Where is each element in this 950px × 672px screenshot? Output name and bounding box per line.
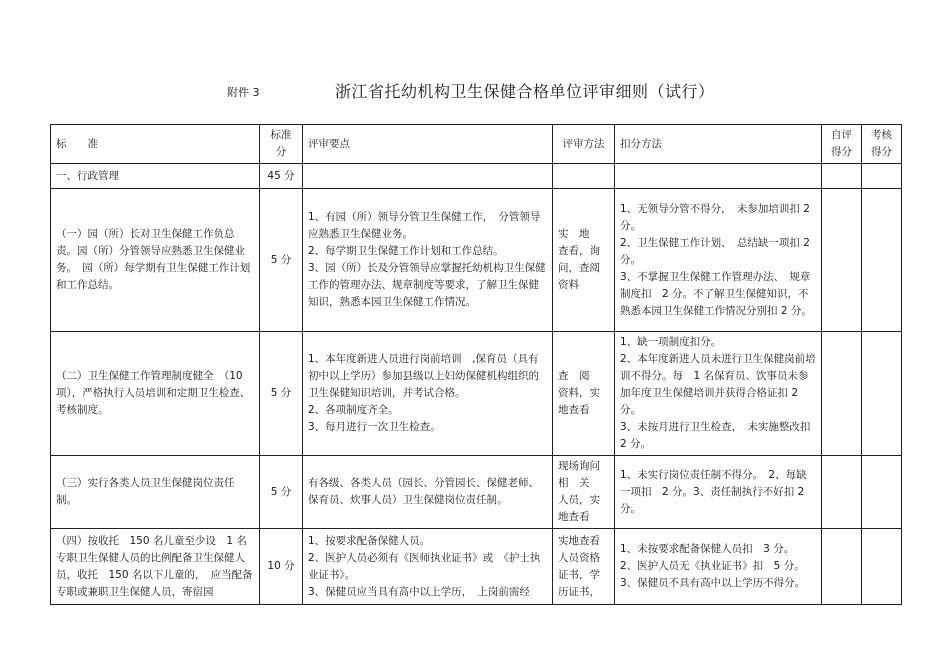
row-points: 1、按要求配备保健人员。 2、医护人员必须有《医师执业证书》或 《护士执业证书》。 3、保健员应当具有高中以上学历， 上岗前需经 (303, 529, 553, 605)
section-score: 45 分 (260, 164, 303, 189)
row-deduction: 1、缺一项制度扣分。 2、本年度新进人员未进行卫生保健岗前培训不得分。每 1 名保育员、饮事员未参加年度卫生保健培训并获得合格证扣 2 分。 3、未按月进行卫生检查， 未实施整改扣 2 分。 (615, 332, 822, 456)
row-standard: （一）园（所）长对卫生保健工作负总责。园（所）分管领导应熟悉卫生保健业务。 园（所）每学期有卫生保健工作计划和工作总结。 (51, 189, 260, 332)
col-method: 评审方法 (553, 125, 615, 164)
evaluation-table (50, 124, 902, 605)
row-method: 查 阅 资料，实地查看 (553, 332, 615, 456)
row-deduction: 1、未实行岗位责任制不得分。 2、每缺一项扣 2 分。3、责任制执行不好扣 2 分。 (615, 456, 822, 529)
row-points: 1、本年度新进人员进行岗前培训 ,保育员（具有初中以上学历）参加县级以上妇幼保健机构组织的卫生保健知识培训，并考试合格。 2、各项制度齐全。 3、每月进行一次卫生检查。 (303, 332, 553, 456)
row-deduction: 1、无领导分管不得分， 未参加培训扣 2 分。 2、卫生保健工作计划、 总结缺一项扣 2 分。 3、不掌握卫生保健工作管理办法、 规章制度扣 2 分。不了解卫生保健知识，不熟悉本园卫生保健工作情况分别扣 2 分。 (615, 189, 822, 332)
table-row (51, 529, 902, 605)
row-score: 5 分 (260, 332, 303, 456)
row-method: 实地查看人员资格证书，学历证书， (553, 529, 615, 605)
col-standard: 标 准 (51, 125, 260, 164)
col-points: 评审要点 (303, 125, 553, 164)
row-method: 现场询问相 关 人员，实地查看 (553, 456, 615, 529)
row-standard: （二）卫生保健工作管理制度健全 （10项），严格执行人员培训和定期卫生检查、考核制度。 (51, 332, 260, 456)
table-row (51, 189, 902, 332)
row-standard: （三）实行各类人员卫生保健岗位责任制。 (51, 456, 260, 529)
section-title: 一、行政管理 (51, 164, 260, 189)
col-self-score: 自评 得分 (822, 125, 862, 164)
col-deduction: 扣分方法 (615, 125, 822, 164)
row-method: 实 地 查看，询问，查阅资料 (553, 189, 615, 332)
section-row (51, 164, 902, 189)
col-score: 标准 分 (260, 125, 303, 164)
row-score: 10 分 (260, 529, 303, 605)
col-review-score: 考核 得分 (862, 125, 902, 164)
row-points: 有各级、各类人员（园长、分管园长、保健老师、保育员、炊事人员）卫生保健岗位责任制。 (303, 456, 553, 529)
row-points: 1、有园（所）领导分管卫生保健工作， 分管领导应熟悉卫生保健业务。 2、每学期卫生保健工作计划和工作总结。 3、园（所）长及分管领导应掌握托幼机构卫生保健工作的管理办法、规章制度等要求，了解卫生保健知识，熟悉本园卫生保健工作情况。 (303, 189, 553, 332)
table-row (51, 456, 902, 529)
table-header-row (51, 125, 902, 164)
table-row (51, 332, 902, 456)
row-standard: （四）按收托 150 名儿童至少设 1 名专职卫生保健人员的比例配备卫生保健人员，收托 150 名以下儿童的， 应当配备专职或兼职卫生保健人员，寄宿园 (51, 529, 260, 605)
attachment-label: 附件 3 (227, 86, 260, 99)
document-title: 浙江省托幼机构卫生保健合格单位评审细则（试行） (335, 82, 715, 101)
row-score: 5 分 (260, 456, 303, 529)
row-score: 5 分 (260, 189, 303, 332)
row-deduction: 1、未按要求配备保健人员扣 3 分。 2、医护人员无《执业证书》扣 5 分。 3、保健员不具有高中以上学历不得分。 (615, 529, 822, 605)
